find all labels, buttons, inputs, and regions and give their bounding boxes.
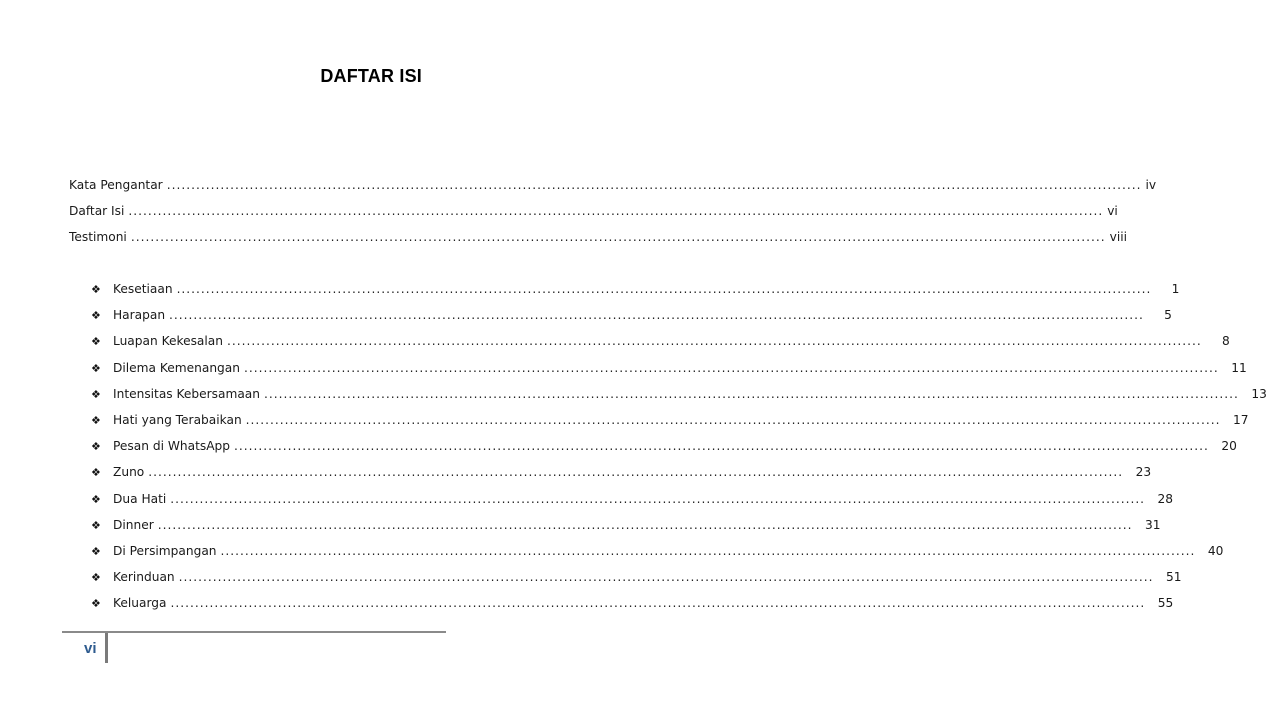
toc-entry-label: Luapan Kekesalan (113, 334, 223, 349)
toc-entry-label: Daftar Isi (69, 204, 125, 218)
toc-entry (91, 437, 1237, 455)
dot-leader: ........................................................................................................................................................................................................ (130, 230, 1106, 244)
toc-entry (91, 568, 1182, 586)
toc-entry (91, 594, 1174, 612)
toc-entry-page: 13 (1251, 386, 1267, 401)
toc-entry-page: 8 (1222, 334, 1230, 349)
footer-divider (62, 631, 446, 633)
diamond-bullet-icon: ❖ (91, 492, 101, 506)
toc-entry-label: Kata Pengantar (69, 178, 163, 192)
toc-entry-page: 51 (1165, 570, 1182, 585)
dot-leader: ........................................................................................................................................................................................................ (169, 308, 1144, 323)
toc-entry (91, 332, 1230, 350)
diamond-bullet-icon: ❖ (91, 309, 101, 323)
toc-entry-page: 31 (1145, 517, 1161, 532)
dot-leader: ........................................................................................................................................................................................................ (243, 360, 1219, 375)
toc-entry-label: Kerinduan (113, 570, 175, 585)
dot-leader: ........................................................................................................................................................................................................ (178, 570, 1154, 585)
diamond-bullet-icon: ❖ (91, 466, 101, 480)
diamond-bullet-icon: ❖ (91, 283, 101, 296)
toc-entry-page: 1 (1171, 282, 1180, 296)
diamond-bullet-icon: ❖ (91, 361, 101, 375)
dot-leader: ........................................................................................................................................................................................................ (264, 386, 1239, 401)
dot-leader: ........................................................................................................................................................................................................ (170, 491, 1146, 506)
dot-leader: ........................................................................................................................................................................................................ (148, 465, 1124, 480)
dot-leader: ........................................................................................................................................................................................................ (245, 413, 1221, 427)
diamond-bullet-icon: ❖ (91, 335, 101, 349)
dot-leader: ........................................................................................................................................................................................................ (128, 204, 1104, 218)
toc-entry-label: Dinner (113, 517, 154, 532)
diamond-bullet-icon: ❖ (91, 440, 101, 454)
diamond-bullet-icon: ❖ (91, 571, 101, 585)
toc-entry-label: Intensitas Kebersamaan (113, 386, 261, 401)
diamond-bullet-icon: ❖ (91, 387, 101, 401)
dot-leader: ........................................................................................................................................................................................................ (176, 282, 1152, 296)
toc-entry (91, 359, 1247, 377)
toc-entry (91, 306, 1172, 324)
toc-entry (69, 176, 1157, 194)
dot-leader: ........................................................................................................................................................................................................ (234, 439, 1209, 454)
toc-entry-page: vi (1107, 204, 1118, 218)
dot-leader: ........................................................................................................................................................................................................ (220, 544, 1196, 558)
toc-entry-label: Keluarga (113, 596, 167, 611)
toc-entry (91, 385, 1267, 403)
toc-entry-page: 28 (1157, 491, 1174, 506)
dot-leader: ........................................................................................................................................................................................................ (226, 334, 1202, 349)
toc-entry (91, 490, 1174, 508)
toc-entry-label: Dilema Kemenangan (113, 360, 240, 375)
toc-entry-label: Pesan di WhatsApp (113, 439, 231, 454)
toc-entry-page: iv (1145, 178, 1157, 192)
dot-leader: ........................................................................................................................................................................................................ (166, 178, 1142, 192)
toc-entry-page: 17 (1232, 413, 1249, 427)
toc-entry-page: 40 (1207, 544, 1224, 558)
toc-entry-label: Di Persimpangan (113, 544, 217, 558)
toc-entry (69, 228, 1128, 246)
toc-entry-page: 55 (1157, 596, 1174, 611)
toc-entry (91, 280, 1180, 298)
diamond-bullet-icon: ❖ (91, 545, 101, 558)
toc-entry-page: 23 (1135, 465, 1152, 480)
toc-entry-label: Dua Hati (113, 491, 167, 506)
toc-entry (69, 202, 1118, 220)
toc-entry-label: Kesetiaan (113, 282, 173, 296)
dot-leader: ........................................................................................................................................................................................................ (170, 596, 1146, 611)
toc-entry-page: 20 (1221, 439, 1237, 454)
toc-entry-page: 11 (1231, 360, 1247, 375)
toc-entry (91, 411, 1249, 429)
diamond-bullet-icon: ❖ (91, 518, 101, 532)
toc-entry (91, 463, 1152, 481)
toc-entry-label: Zuno (113, 465, 145, 480)
toc-entry-page: 5 (1164, 308, 1172, 323)
diamond-bullet-icon: ❖ (91, 597, 101, 611)
footer-vertical-bar (105, 633, 108, 663)
page-title: DAFTAR ISI (320, 66, 422, 86)
toc-entry-label: Hati yang Terabaikan (113, 413, 242, 427)
toc-entry (91, 542, 1224, 560)
toc-entry-page: viii (1109, 230, 1128, 244)
footer-page-number: vi (84, 640, 97, 657)
dot-leader: ........................................................................................................................................................................................................ (157, 517, 1133, 532)
diamond-bullet-icon: ❖ (91, 414, 101, 427)
toc-entry (91, 516, 1161, 534)
toc-entry-label: Harapan (113, 308, 166, 323)
toc-entry-label: Testimoni (69, 230, 127, 244)
